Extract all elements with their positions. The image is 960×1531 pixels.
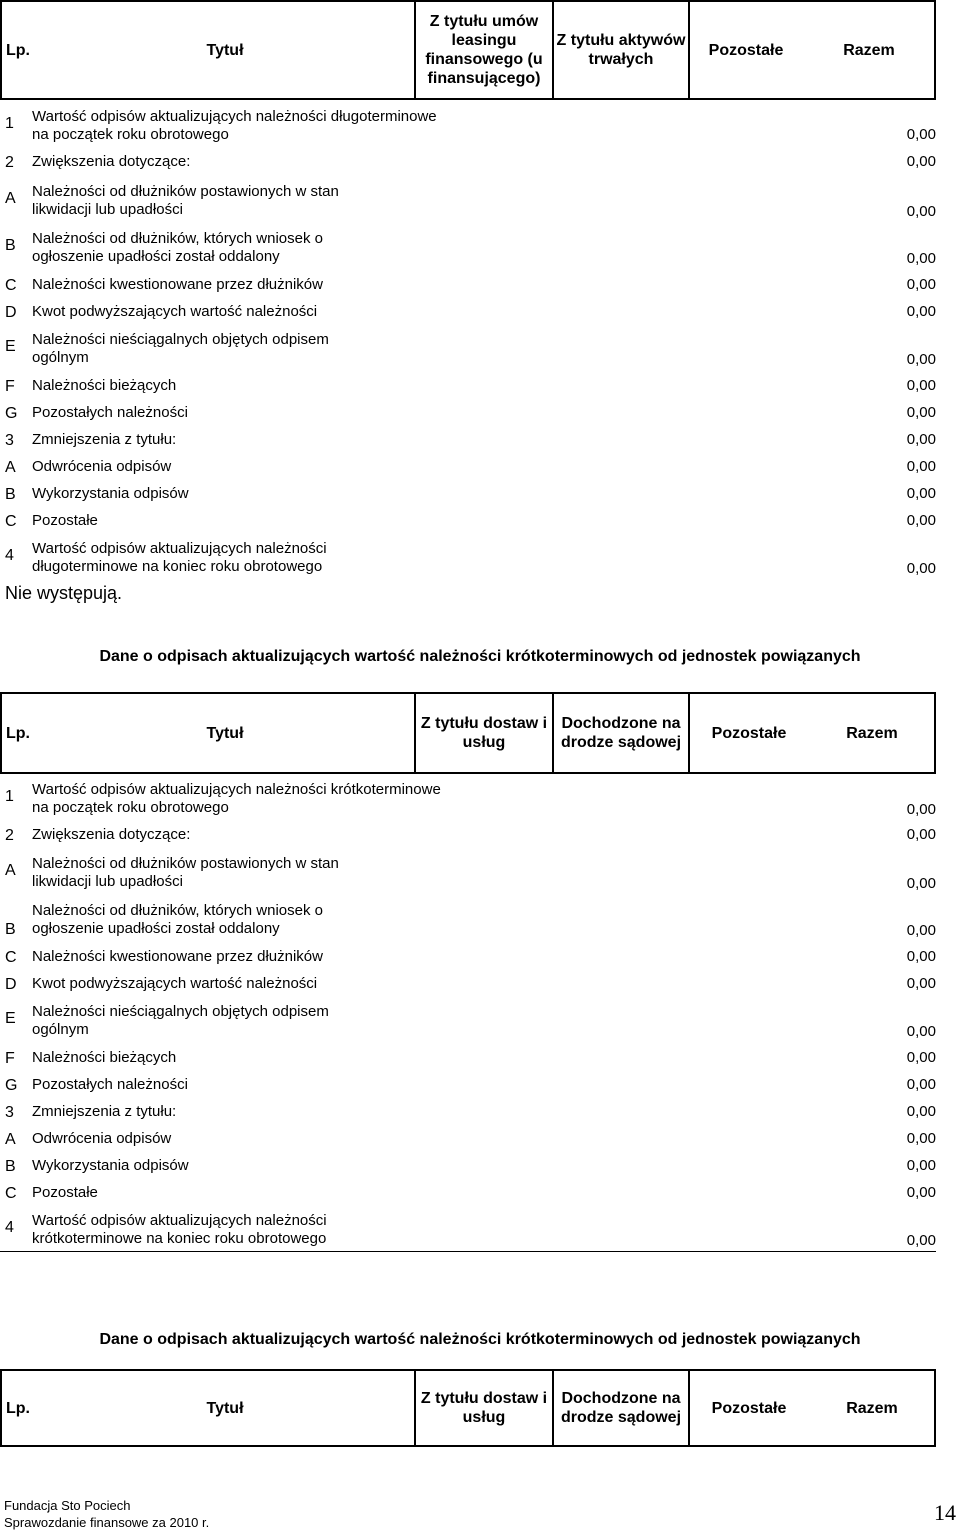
header-total: Razem xyxy=(846,724,898,742)
table-row: 1 Wartość odpisów aktualizujących należności długoterminowe na początek roku obrotowego 0,00 xyxy=(5,108,936,143)
header-col-3: Pozostałe xyxy=(708,41,784,59)
header-total: Razem xyxy=(846,1399,898,1417)
table-1-header xyxy=(0,0,936,100)
section-3-title: Dane o odpisach aktualizujących wartość należności krótkoterminowych od jednostek powiązanych xyxy=(99,1331,861,1348)
footer-left xyxy=(4,1497,209,1531)
table-2-header xyxy=(0,692,936,774)
header-col-1: Z tytułu umów leasingu finansowego (u finansującego) xyxy=(425,13,543,87)
header-lp: Lp. xyxy=(6,1399,30,1417)
header-lp: Lp. xyxy=(6,41,30,59)
header-total: Razem xyxy=(843,41,895,59)
header-col-1: Z tytułu dostaw i usług xyxy=(420,1390,548,1426)
header-title: Tytuł xyxy=(206,41,244,59)
note-text: Nie występują. xyxy=(5,583,123,603)
header-title: Tytuł xyxy=(206,1399,244,1417)
section-2-title: Dane o odpisach aktualizujących wartość należności krótkoterminowych od jednostek powiązanych xyxy=(99,648,861,665)
header-col-2: Dochodzone na drodze sądowej xyxy=(560,715,682,751)
header-title: Tytuł xyxy=(206,724,244,742)
table-3-header xyxy=(0,1369,936,1447)
header-col-1: Z tytułu dostaw i usług xyxy=(420,715,548,751)
header-lp: Lp. xyxy=(6,724,30,742)
header-col-3: Pozostałe xyxy=(711,724,787,742)
footer-report: Sprawozdanie finansowe za 2010 r. xyxy=(4,1515,210,1530)
page-number: 14 xyxy=(934,1500,956,1525)
footer-org: Fundacja Sto Pociech xyxy=(4,1498,131,1513)
header-col-2: Z tytułu aktywów trwałych xyxy=(556,32,686,68)
header-col-3: Pozostałe xyxy=(711,1399,787,1417)
header-col-2: Dochodzone na drodze sądowej xyxy=(560,1390,682,1426)
table-2-bottom-line xyxy=(0,1251,936,1252)
